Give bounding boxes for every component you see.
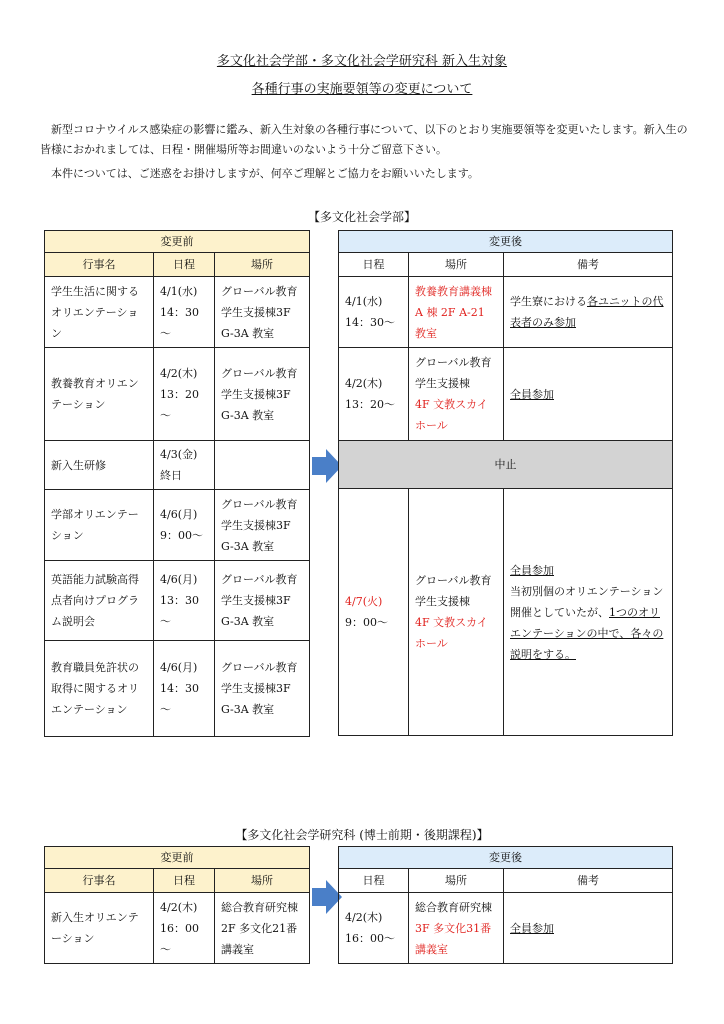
event-date: 4/2(木) 13：20～ xyxy=(339,348,409,441)
col-date: 日程 xyxy=(154,869,215,893)
event-place: グローバル教育学生支援棟3F G-3A 教室 xyxy=(215,348,310,441)
event-remarks: 学生寮における各ユニットの代表者のみ参加 xyxy=(504,277,673,348)
section-title-grad: 【多文化社会学研究科 (博士前期・後期課程)】 xyxy=(235,828,489,842)
col-place: 場所 xyxy=(409,253,504,277)
undergrad-after-table xyxy=(338,230,673,736)
event-name: 学生生活に関するオリエンテーション xyxy=(45,277,154,348)
event-date: 4/2(木) 16：00～ xyxy=(154,893,215,964)
after-header: 変更後 xyxy=(339,231,673,253)
event-place: グローバル教育学生支援棟3F G-3A 教室 xyxy=(215,490,310,561)
event-date: 4/3(金) 終日 xyxy=(154,441,215,490)
col-place: 場所 xyxy=(409,869,504,893)
document-title-line2: 各種行事の実施要領等の変更について xyxy=(251,82,473,97)
event-date: 4/2(木) 13：20～ xyxy=(154,348,215,441)
table-row xyxy=(45,893,310,964)
event-name: 新入生オリエンテーション xyxy=(45,893,154,964)
col-place: 場所 xyxy=(215,253,310,277)
event-name: 教育職員免許状の取得に関するオリエンテーション xyxy=(45,641,154,737)
document-title-line1: 多文化社会学部・多文化社会学研究科 新入生対象 xyxy=(216,54,508,69)
col-place: 場所 xyxy=(215,869,310,893)
event-place: 総合教育研究棟 3F 多文化31番講義室 xyxy=(409,893,504,964)
grad-before-table xyxy=(44,846,310,964)
event-place: 教養教育講義棟 A 棟 2F A-21 教室 xyxy=(409,277,504,348)
table-row xyxy=(45,490,310,561)
col-event: 行事名 xyxy=(45,869,154,893)
event-name: 学部オリエンテーション xyxy=(45,490,154,561)
event-name: 教養教育オリエンテーション xyxy=(45,348,154,441)
table-row xyxy=(339,277,673,348)
table-row xyxy=(45,441,310,490)
col-remarks: 備考 xyxy=(504,869,673,893)
before-header: 変更前 xyxy=(45,231,310,253)
section-title-undergrad: 【多文化社会学部】 xyxy=(307,210,416,224)
event-date: 4/6(月) 14：30～ xyxy=(154,641,215,737)
before-header: 変更前 xyxy=(45,847,310,869)
event-name: 英語能力試験高得点者向けプログラム説明会 xyxy=(45,561,154,641)
intro-paragraph-2: 本件については、ご迷惑をお掛けしますが、何卒ご理解とご協力をお願いいたします。 xyxy=(51,167,479,180)
event-date: 4/6(月) 9：00～ xyxy=(154,490,215,561)
event-remarks: 全員参加 当初別個のオリエンテーション開催としていたが、1つのオリエンテーションの中で、各々の説明をする。 xyxy=(504,489,673,736)
event-date: 4/6(月) 13：30～ xyxy=(154,561,215,641)
table-row xyxy=(339,348,673,441)
col-date: 日程 xyxy=(339,869,409,893)
col-event: 行事名 xyxy=(45,253,154,277)
col-remarks: 備考 xyxy=(504,253,673,277)
event-remarks: 全員参加 xyxy=(504,893,673,964)
table-row xyxy=(45,348,310,441)
col-date: 日程 xyxy=(339,253,409,277)
table-row xyxy=(45,641,310,737)
event-place: グローバル教育学生支援棟 4F 文教スカイホール xyxy=(409,489,504,736)
event-place xyxy=(215,441,310,490)
grad-after-table xyxy=(338,846,673,964)
undergrad-before-table xyxy=(44,230,310,737)
event-date: 4/2(木) 16：00～ xyxy=(339,893,409,964)
table-row xyxy=(339,489,673,736)
event-remarks: 全員参加 xyxy=(504,348,673,441)
event-place: 総合教育研究棟2F 多文化21番講義室 xyxy=(215,893,310,964)
event-date: 4/7(火) 9：00～ xyxy=(339,489,409,736)
col-date: 日程 xyxy=(154,253,215,277)
event-place: グローバル教育学生支援棟3F G-3A 教室 xyxy=(215,561,310,641)
event-name: 新入生研修 xyxy=(45,441,154,490)
event-place: グローバル教育学生支援棟3F G-3A 教室 xyxy=(215,277,310,348)
table-row xyxy=(45,561,310,641)
cancelled-cell: 中止 xyxy=(339,441,673,489)
table-row xyxy=(339,441,673,489)
event-date: 4/1(水) 14：30～ xyxy=(154,277,215,348)
event-place: グローバル教育学生支援棟3F G-3A 教室 xyxy=(215,641,310,737)
intro-paragraph-1: 新型コロナウイルス感染症の影響に鑑み、新入生対象の各種行事について、以下のとおり実施要領等を変更いたします。新入生の皆様におかれましては、日程・開催場所等お間違いのないよう十分ご留意下さい。 xyxy=(40,123,688,156)
after-header: 変更後 xyxy=(339,847,673,869)
event-date: 4/1(水) 14：30～ xyxy=(339,277,409,348)
event-place: グローバル教育学生支援棟 4F 文教スカイホール xyxy=(409,348,504,441)
table-row xyxy=(339,893,673,964)
table-row xyxy=(45,277,310,348)
